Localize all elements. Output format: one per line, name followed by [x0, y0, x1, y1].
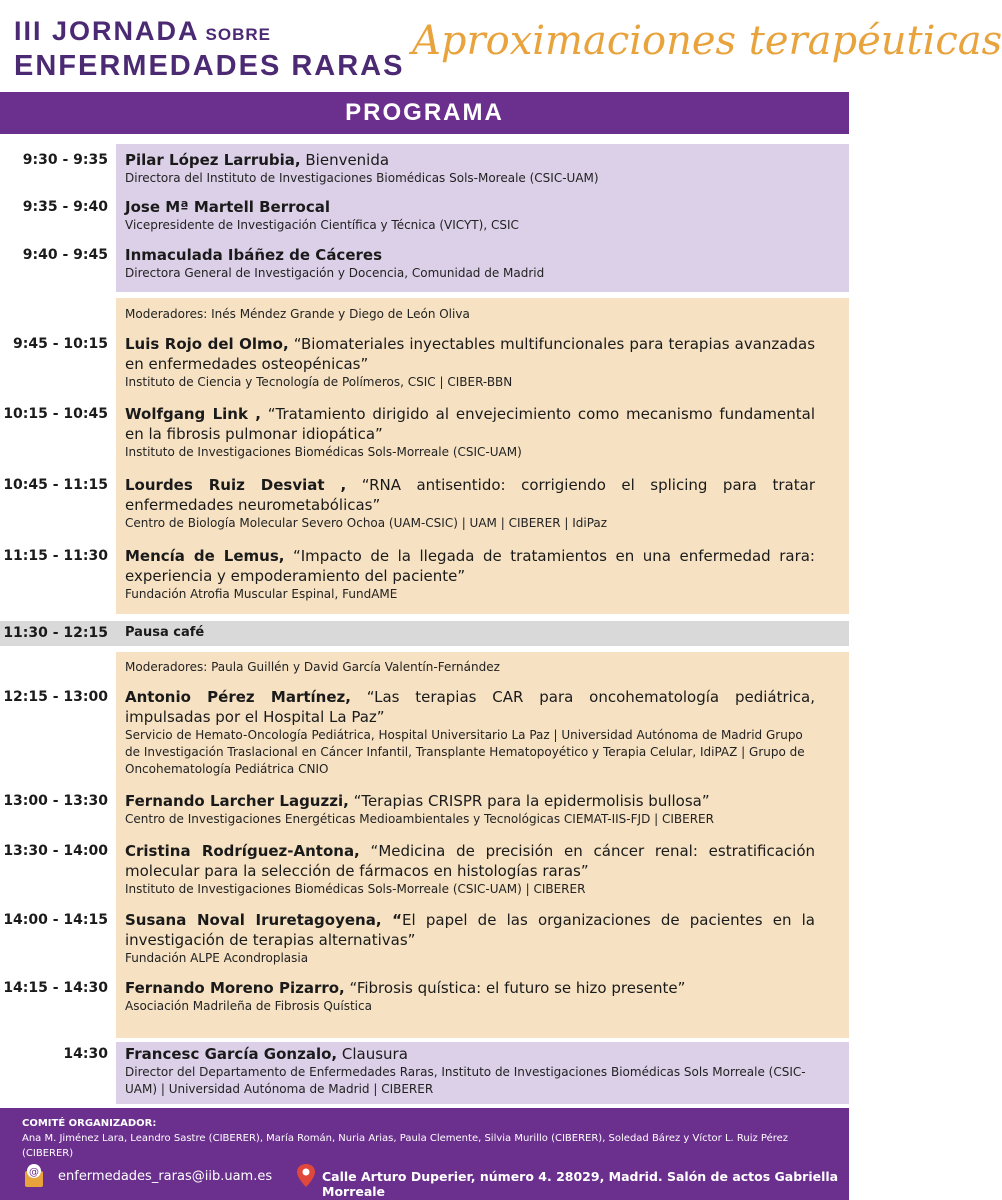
session1-moderators: Moderadores: Inés Méndez Grande y Diego de León Oliva [125, 307, 470, 321]
speaker-name: Susana Noval Iruretagoyena, “ [125, 911, 403, 929]
speaker-name: Luis Rojo del Olmo, [125, 335, 289, 353]
mail-icon [24, 1163, 44, 1189]
talk-title: Bienvenida [300, 151, 390, 169]
speaker-name: Jose Mª Martell Berrocal [125, 198, 330, 216]
entry-time: 14:30 [63, 1046, 108, 1062]
speaker-name: Pilar López Larrubia, [125, 151, 301, 169]
session2-moderators: Moderadores: Paula Guillén y David García Valentín-Fernández [125, 660, 500, 674]
entry-time: 9:40 - 9:45 [22, 247, 108, 263]
speaker-affiliation: Director del Departamento de Enfermedades Raras, Instituto de Investigaciones Biomédicas Sols Morreale (CSIC-UAM) | Universidad Autónoma de Madrid | CIBERER [125, 1065, 806, 1096]
talk-title: “Tratamiento dirigido al envejecimiento como mecanismo fundamental en la fibrosis pulmonar idiopática” [125, 405, 815, 443]
event-subtitle: Aproximaciones terapéuticas [412, 18, 1002, 64]
speaker-name: Wolfgang Link , [125, 405, 261, 423]
entry-time: 9:35 - 9:40 [22, 199, 108, 215]
speaker-name: Inmaculada Ibáñez de Cáceres [125, 246, 382, 264]
footer [0, 1108, 849, 1200]
speaker-affiliation: Centro de Biología Molecular Severo Ochoa (UAM-CSIC) | UAM | CIBERER | IdiPaz [125, 516, 608, 530]
speaker-name: Antonio Pérez Martínez, [125, 688, 351, 706]
entry-time: 14:00 - 14:15 [3, 912, 108, 928]
entry-time: 13:30 - 14:00 [3, 843, 108, 859]
entry-time: 11:15 - 11:30 [3, 548, 108, 564]
talk-title: “Biomateriales inyectables multifuncionales para terapias avanzadas en enfermedades osteopénicas” [125, 335, 816, 373]
coffee-break-row [0, 621, 849, 646]
speaker-affiliation: Servicio de Hemato-Oncología Pediátrica, Hospital Universitario La Paz | Universidad Autónoma de Madrid Grupo de Investigación Traslacional en Cáncer Infantil, Transplante Hematopoyético y Terapia Celular, IdiPAZ | Grupo de Oncohematología Pediátrica CNIO [125, 728, 805, 776]
speaker-name: Cristina Rodríguez-Antona, [125, 842, 360, 860]
program-heading: PROGRAMA [0, 92, 849, 134]
entry-time: 13:00 - 13:30 [3, 793, 108, 809]
entry-time: 10:15 - 10:45 [3, 406, 108, 422]
committee-members: Ana M. Jiménez Lara, Leandro Sastre (CIBERER), María Román, Nuria Arias, Paula Clemente, Silvia Murillo (CIBERER), Soledad Bárez y Víctor L. Ruiz Pérez (CIBERER) [22, 1133, 789, 1159]
speaker-affiliation: Fundación Atrofia Muscular Espinal, FundAME [125, 587, 398, 601]
talk-title: “Fibrosis quística: el futuro se hizo presente” [344, 979, 686, 997]
speaker-name: Mencía de Lemus, [125, 547, 285, 565]
speaker-affiliation: Directora del Instituto de Investigaciones Biomédicas Sols-Moreale (CSIC-UAM) [125, 171, 599, 185]
speaker-affiliation: Instituto de Investigaciones Biomédicas Sols-Morreale (CSIC-UAM) [125, 445, 522, 459]
speaker-affiliation: Centro de Investigaciones Energéticas Medioambientales y Tecnológicas CIEMAT-IIS-FJD | CIBERER [125, 812, 714, 826]
coffee-break-label: Pausa café [125, 625, 205, 640]
contact-email[interactable]: enfermedades_raras@iib.uam.es [58, 1169, 273, 1184]
location-pin-icon [296, 1163, 316, 1189]
speaker-affiliation: Instituto de Investigaciones Biomédicas Sols-Morreale (CSIC-UAM) | CIBERER [125, 882, 586, 896]
speaker-affiliation: Vicepresidente de Investigación Científica y Técnica (VICYT), CSIC [125, 218, 519, 232]
speaker-affiliation: Fundación ALPE Acondroplasia [125, 951, 309, 965]
talk-title: “Terapias CRISPR para la epidermolisis bullosa” [348, 792, 710, 810]
speaker-name: Fernando Larcher Laguzzi, [125, 792, 349, 810]
entry-time: 12:15 - 13:00 [3, 689, 108, 705]
committee-title: COMITÉ ORGANIZADOR: [22, 1118, 157, 1129]
speaker-affiliation: Asociación Madrileña de Fibrosis Quística [125, 999, 372, 1013]
talk-title: “Impacto de la llegada de tratamientos en una enfermedad rara: experiencia y empoderamiento del paciente” [125, 547, 815, 585]
entry-time: 10:45 - 11:15 [3, 477, 108, 493]
talk-title: “Medicina de precisión en cáncer renal: estratificación molecular para la selección de fármacos en histologías raras” [125, 842, 816, 880]
talk-title: Clausura [337, 1045, 408, 1063]
entry-time: 9:30 - 9:35 [22, 152, 108, 168]
talk-title: “RNA antisentido: corrigiendo el splicing para tratar enfermedades neurometabólicas” [125, 476, 815, 514]
event-title-line1: III JORNADA SOBRE [14, 16, 271, 46]
speaker-name: Francesc García Gonzalo, [125, 1045, 338, 1063]
entry-time: 14:15 - 14:30 [3, 980, 108, 996]
speaker-affiliation: Directora General de Investigación y Docencia, Comunidad de Madrid [125, 266, 545, 280]
event-title-line2: ENFERMEDADES RARAS [14, 50, 405, 82]
svg-text:@: @ [29, 1167, 39, 1178]
speaker-affiliation: Instituto de Ciencia y Tecnología de Polímeros, CSIC | CIBER-BBN [125, 375, 513, 389]
event-title-sobre: SOBRE [205, 25, 271, 44]
talk-title: “Las terapias CAR para oncohematología pediátrica, impulsadas por el Hospital La Paz” [125, 688, 815, 726]
talk-title: El papel de las organizaciones de pacientes en la investigación de terapias alternativas” [125, 911, 816, 949]
entry-time: 9:45 - 10:15 [13, 336, 108, 352]
speaker-name: Lourdes Ruiz Desviat , [125, 476, 347, 494]
venue-address: Calle Arturo Duperier, número 4. 28029, Madrid. Salón de actos Gabriella Morreale [322, 1169, 839, 1199]
header [0, 0, 1002, 92]
entry-time: 11:30 - 12:15 [3, 625, 108, 641]
speaker-name: Fernando Moreno Pizarro, [125, 979, 345, 997]
